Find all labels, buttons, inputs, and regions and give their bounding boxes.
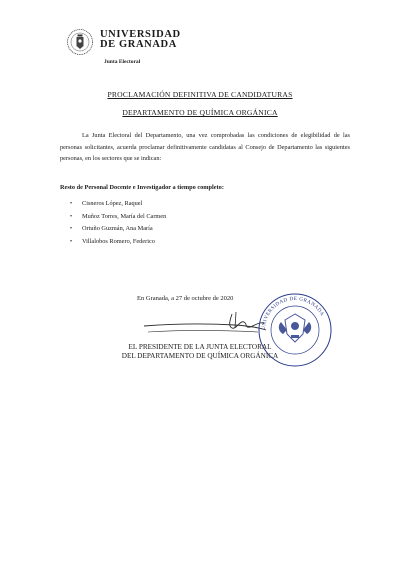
signature-title-line1: EL PRESIDENTE DE LA JUNTA ELECTORAL xyxy=(128,343,272,351)
university-name-line2: DE GRANADA xyxy=(100,39,177,50)
list-item: • Muñoz Torres, María del Carmen xyxy=(72,211,166,224)
body-paragraph-text: La Junta Electoral del Departamento, una vez comprobadas las condiciones de elegibilidad de las personas solicitantes, acuerda proclamar definitivamente candidatas al Consejo de Departamento las siguientes personas, en los sectores que se indican: xyxy=(60,132,350,162)
candidate-list xyxy=(72,198,166,248)
body-paragraph xyxy=(60,130,350,165)
list-item: • Cisneros López, Raquel xyxy=(72,198,166,211)
stamp-ring-textpath: UNIVERSIDAD DE GRANADA xyxy=(260,295,326,331)
university-name-line1: UNIVERSIDAD xyxy=(100,29,181,40)
section-heading: Resto de Personal Docente e Investigador a tiempo completo: xyxy=(60,184,224,191)
list-item: • Ortuño Guzmán, Ana María xyxy=(72,223,166,236)
university-crest-icon xyxy=(66,28,94,56)
list-item: • Villalobos Romero, Federico xyxy=(72,236,166,249)
handwritten-signature-icon xyxy=(140,306,270,348)
subunit-label: Junta Electoral xyxy=(104,59,141,65)
university-name xyxy=(100,30,181,50)
document-title: PROCLAMACIÓN DEFINITIVA DE CANDIDATURAS xyxy=(107,90,293,99)
signature-title-line2: DEL DEPARTAMENTO DE QUÍMICA ORGÁNICA xyxy=(121,352,279,360)
department-title: DEPARTAMENTO DE QUÍMICA ORGÁNICA xyxy=(122,108,278,117)
date-line: En Granada, a 27 de octubre de 2020 xyxy=(137,295,234,302)
